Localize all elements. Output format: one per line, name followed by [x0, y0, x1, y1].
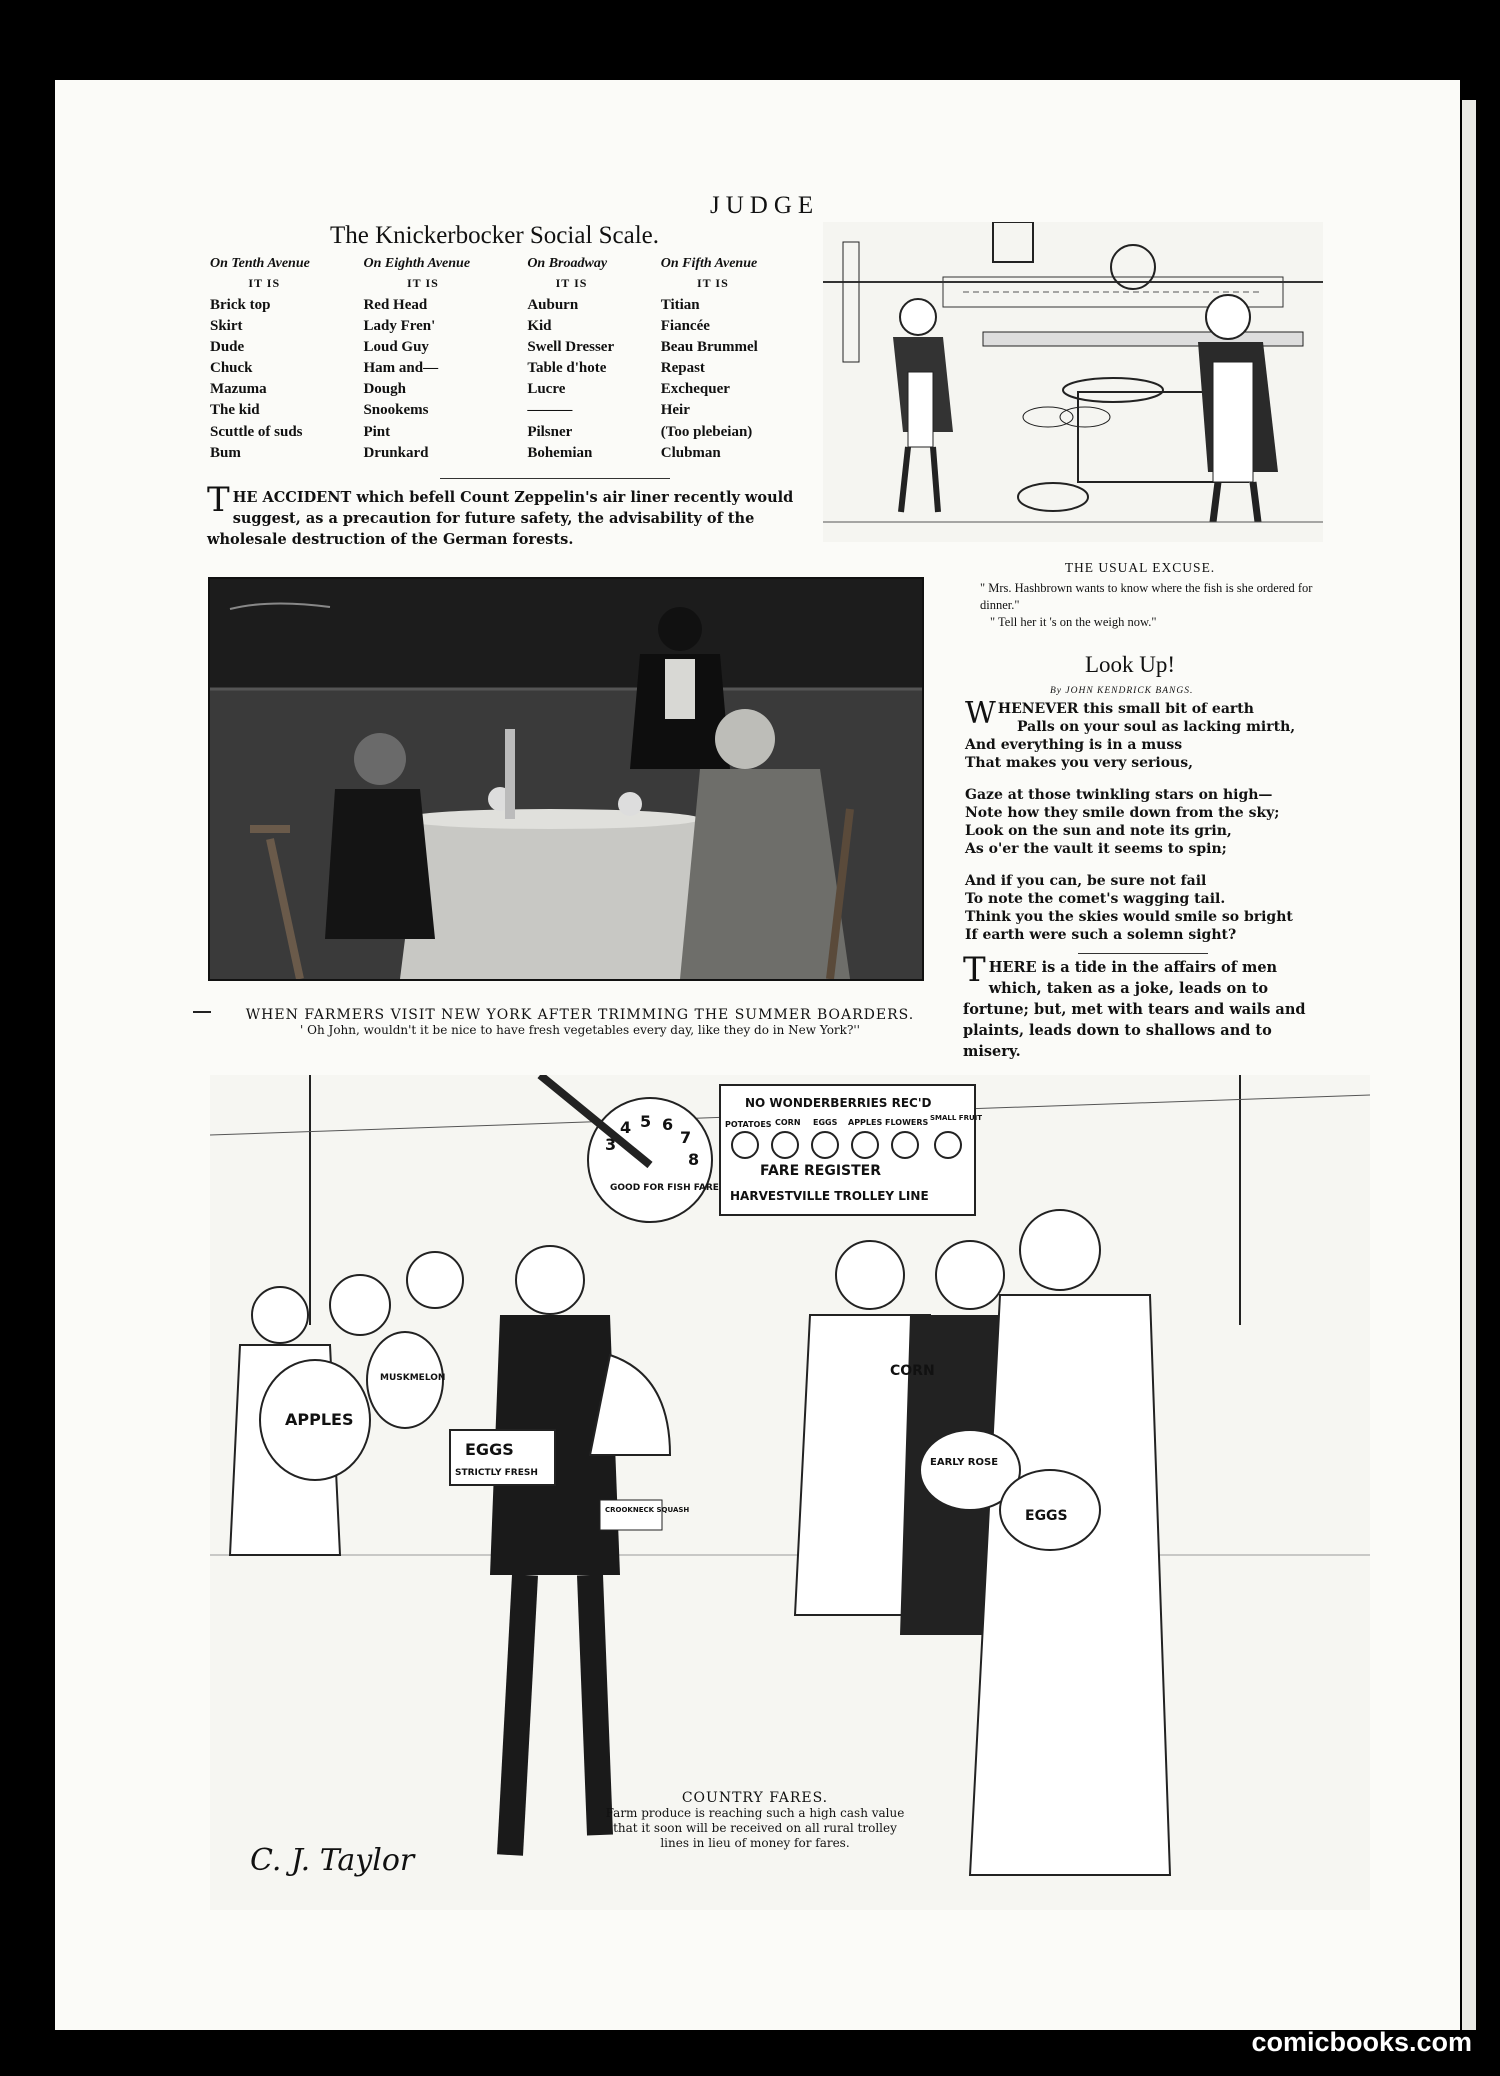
conductor — [490, 1246, 670, 1855]
scale-cell: Kid — [527, 317, 552, 334]
grocer-illustration — [823, 222, 1323, 542]
scale-cell: Lady Fren' — [363, 317, 436, 334]
tide-paragraph — [963, 950, 1331, 1062]
eggs-label: EGGS — [465, 1440, 514, 1459]
clock-number: 3 — [605, 1135, 617, 1154]
usual-excuse-caption — [950, 560, 1330, 631]
social-scale-table — [210, 256, 810, 466]
clock-number: 6 — [662, 1115, 674, 1134]
scale-cell: Titian — [660, 296, 700, 313]
magazine-title: JUDGE — [710, 192, 820, 219]
scale-cell: Drunkard — [363, 444, 429, 461]
scale-cell: Bohemian — [527, 444, 593, 461]
poem-line: Palls on your soul as lacking mirth, — [1017, 719, 1296, 735]
clock-text: GOOD FOR FISH FARE — [610, 1183, 719, 1193]
column-heading: On Fifth Avenue — [660, 256, 758, 271]
scale-cell: Brick top — [210, 296, 271, 313]
tide-text: HERE is a tide in the affairs of men which, taken as a joke, leads on to fortune; but, met with tears and wails and plaints, leads down to shallows and to misery. — [963, 959, 1306, 1060]
scale-cell: Chuck — [210, 360, 253, 377]
poem-stanza — [965, 872, 1335, 944]
register-item: EGGS — [813, 1118, 838, 1127]
page-spine — [1462, 100, 1476, 2030]
poem-title: Look Up! — [1085, 652, 1176, 677]
poem-line: And if you can, be sure not fail — [965, 873, 1207, 889]
squash-label: CROOKNECK SQUASH — [605, 1506, 690, 1514]
caption-title: COUNTRY FARES. — [681, 1790, 829, 1806]
scale-cell: Auburn — [527, 296, 579, 313]
caption-title: THE USUAL EXCUSE. — [1064, 560, 1216, 575]
dinner-drawing — [210, 579, 922, 979]
farmers-dinner-illustration — [208, 577, 924, 981]
divider — [440, 478, 670, 479]
country-fares-caption — [605, 1790, 905, 1851]
corn-label: CORN — [890, 1363, 935, 1379]
register-line: HARVESTVILLE TROLLEY LINE — [730, 1189, 929, 1203]
register-item: CORN — [775, 1118, 801, 1127]
scale-cell: Ham and— — [363, 360, 439, 377]
poem-line: Look on the sun and note its grin, — [965, 823, 1232, 839]
drop-cap: W — [965, 696, 996, 731]
scale-cell: Snookems — [363, 402, 429, 419]
scale-cell: Lucre — [527, 381, 566, 398]
register-item: SMALL FRUIT — [930, 1114, 983, 1122]
scale-cell: Skirt — [210, 317, 243, 334]
poem-line: Think you the skies would smile so bright — [965, 909, 1293, 925]
scale-cell: The kid — [210, 402, 260, 419]
it-is-label: IT IS — [248, 275, 281, 290]
column-heading: On Eighth Avenue — [363, 256, 471, 271]
scale-cell: (Too plebeian) — [660, 423, 753, 440]
scale-cell: Dude — [210, 338, 245, 355]
scale-cell: Exchequer — [660, 381, 730, 398]
scale-cell: Red Head — [363, 296, 428, 313]
artist-signature: C. J. Taylor — [250, 1843, 415, 1878]
caption-title: WHEN FARMERS VISIT NEW YORK AFTER TRIMMING THE SUMMER BOARDERS. — [245, 1007, 915, 1023]
left-passengers — [230, 1252, 463, 1555]
scale-cell: Pint — [363, 423, 391, 440]
register-item: POTATOES — [725, 1120, 772, 1129]
accident-text: HE ACCIDENT which befell Count Zeppelin's air liner recently would suggest, as a precaution for future safety, the advisability of the wholesale destruction of the German forests. — [207, 489, 794, 548]
it-is-label: IT IS — [696, 275, 729, 290]
poem-stanza — [965, 786, 1335, 858]
clock-number: 7 — [680, 1128, 692, 1147]
poem-line: Note how they smile down from the sky; — [965, 805, 1280, 821]
clock-number: 5 — [640, 1112, 652, 1131]
scale-cell: Clubman — [660, 444, 721, 461]
eggs2-label: EGGS — [1025, 1508, 1068, 1524]
register-item: FLOWERS — [885, 1118, 929, 1127]
watermark: comicbooks.com — [1251, 2027, 1472, 2057]
drop-cap: T — [207, 480, 230, 520]
social-scale-title: The Knickerbocker Social Scale. — [330, 222, 660, 249]
scale-cell: Fiancée — [660, 317, 710, 334]
poem-byline: By JOHN KENDRICK BANGS. — [1050, 686, 1194, 696]
scale-cell: Bum — [210, 444, 241, 461]
scale-cell: Table d'hote — [527, 360, 607, 377]
register-item: APPLES — [848, 1118, 883, 1127]
scale-cell: Repast — [660, 360, 705, 377]
poem-line: That makes you very serious, — [965, 755, 1193, 771]
trolley-drawing — [210, 1075, 1370, 1910]
right-passengers — [795, 1210, 1170, 1875]
early-rose-label: EARLY ROSE — [930, 1457, 999, 1468]
scale-cell: Mazuma — [210, 381, 267, 398]
poem-stanza — [965, 696, 1335, 772]
column-heading: On Tenth Avenue — [210, 256, 310, 271]
scale-cell: Heir — [660, 402, 690, 419]
scale-cell: Swell Dresser — [527, 338, 615, 355]
column-heading: On Broadway — [527, 256, 608, 271]
farmers-caption — [200, 1007, 960, 1037]
drop-cap: T — [963, 950, 986, 990]
scale-cell: Scuttle of suds — [210, 423, 303, 440]
poem-body — [965, 696, 1335, 958]
it-is-label: IT IS — [555, 275, 588, 290]
scale-cell: ——— — [527, 402, 573, 419]
it-is-label: IT IS — [406, 275, 439, 290]
scale-cell: Beau Brummel — [660, 338, 758, 355]
eggs-sub-label: STRICTLY FRESH — [455, 1468, 538, 1478]
caption-line: " Tell her it 's on the weigh now." — [990, 615, 1157, 629]
country-fares-illustration — [210, 1075, 1370, 1910]
grocer-drawing — [823, 222, 1323, 542]
clock-number: 4 — [620, 1118, 632, 1137]
poem-line: As o'er the vault it seems to spin; — [965, 841, 1227, 857]
accident-paragraph — [207, 480, 802, 550]
divider — [1078, 953, 1208, 954]
caption-line: " Mrs. Hashbrown wants to know where the fish is she ordered for dinner." — [980, 581, 1313, 612]
caption-text: Farm produce is reaching such a high cash value that it soon will be received on all rural trolley lines in lieu of money for fares. — [605, 1806, 905, 1850]
scale-cell: Loud Guy — [363, 338, 429, 355]
clock-number: 8 — [688, 1150, 700, 1169]
scale-cell: Dough — [363, 381, 406, 398]
melon-label: MUSKMELON — [380, 1373, 446, 1383]
caption-quote: ' Oh John, wouldn't it be nice to have fresh vegetables every day, like they do in New York?'' — [300, 1023, 860, 1037]
poem-line: To note the comet's wagging tail. — [965, 891, 1226, 907]
poem-line: And everything is in a muss — [965, 737, 1183, 753]
scale-cell: Pilsner — [527, 423, 573, 440]
poem-line: Gaze at those twinkling stars on high— — [965, 787, 1273, 803]
register-name: FARE REGISTER — [760, 1163, 882, 1179]
register-top-label: NO WONDERBERRIES REC'D — [745, 1096, 932, 1110]
poem-line: If earth were such a solemn sight? — [965, 927, 1237, 943]
apples-label: APPLES — [285, 1410, 354, 1429]
poem-line: HENEVER this small bit of earth — [997, 701, 1254, 717]
